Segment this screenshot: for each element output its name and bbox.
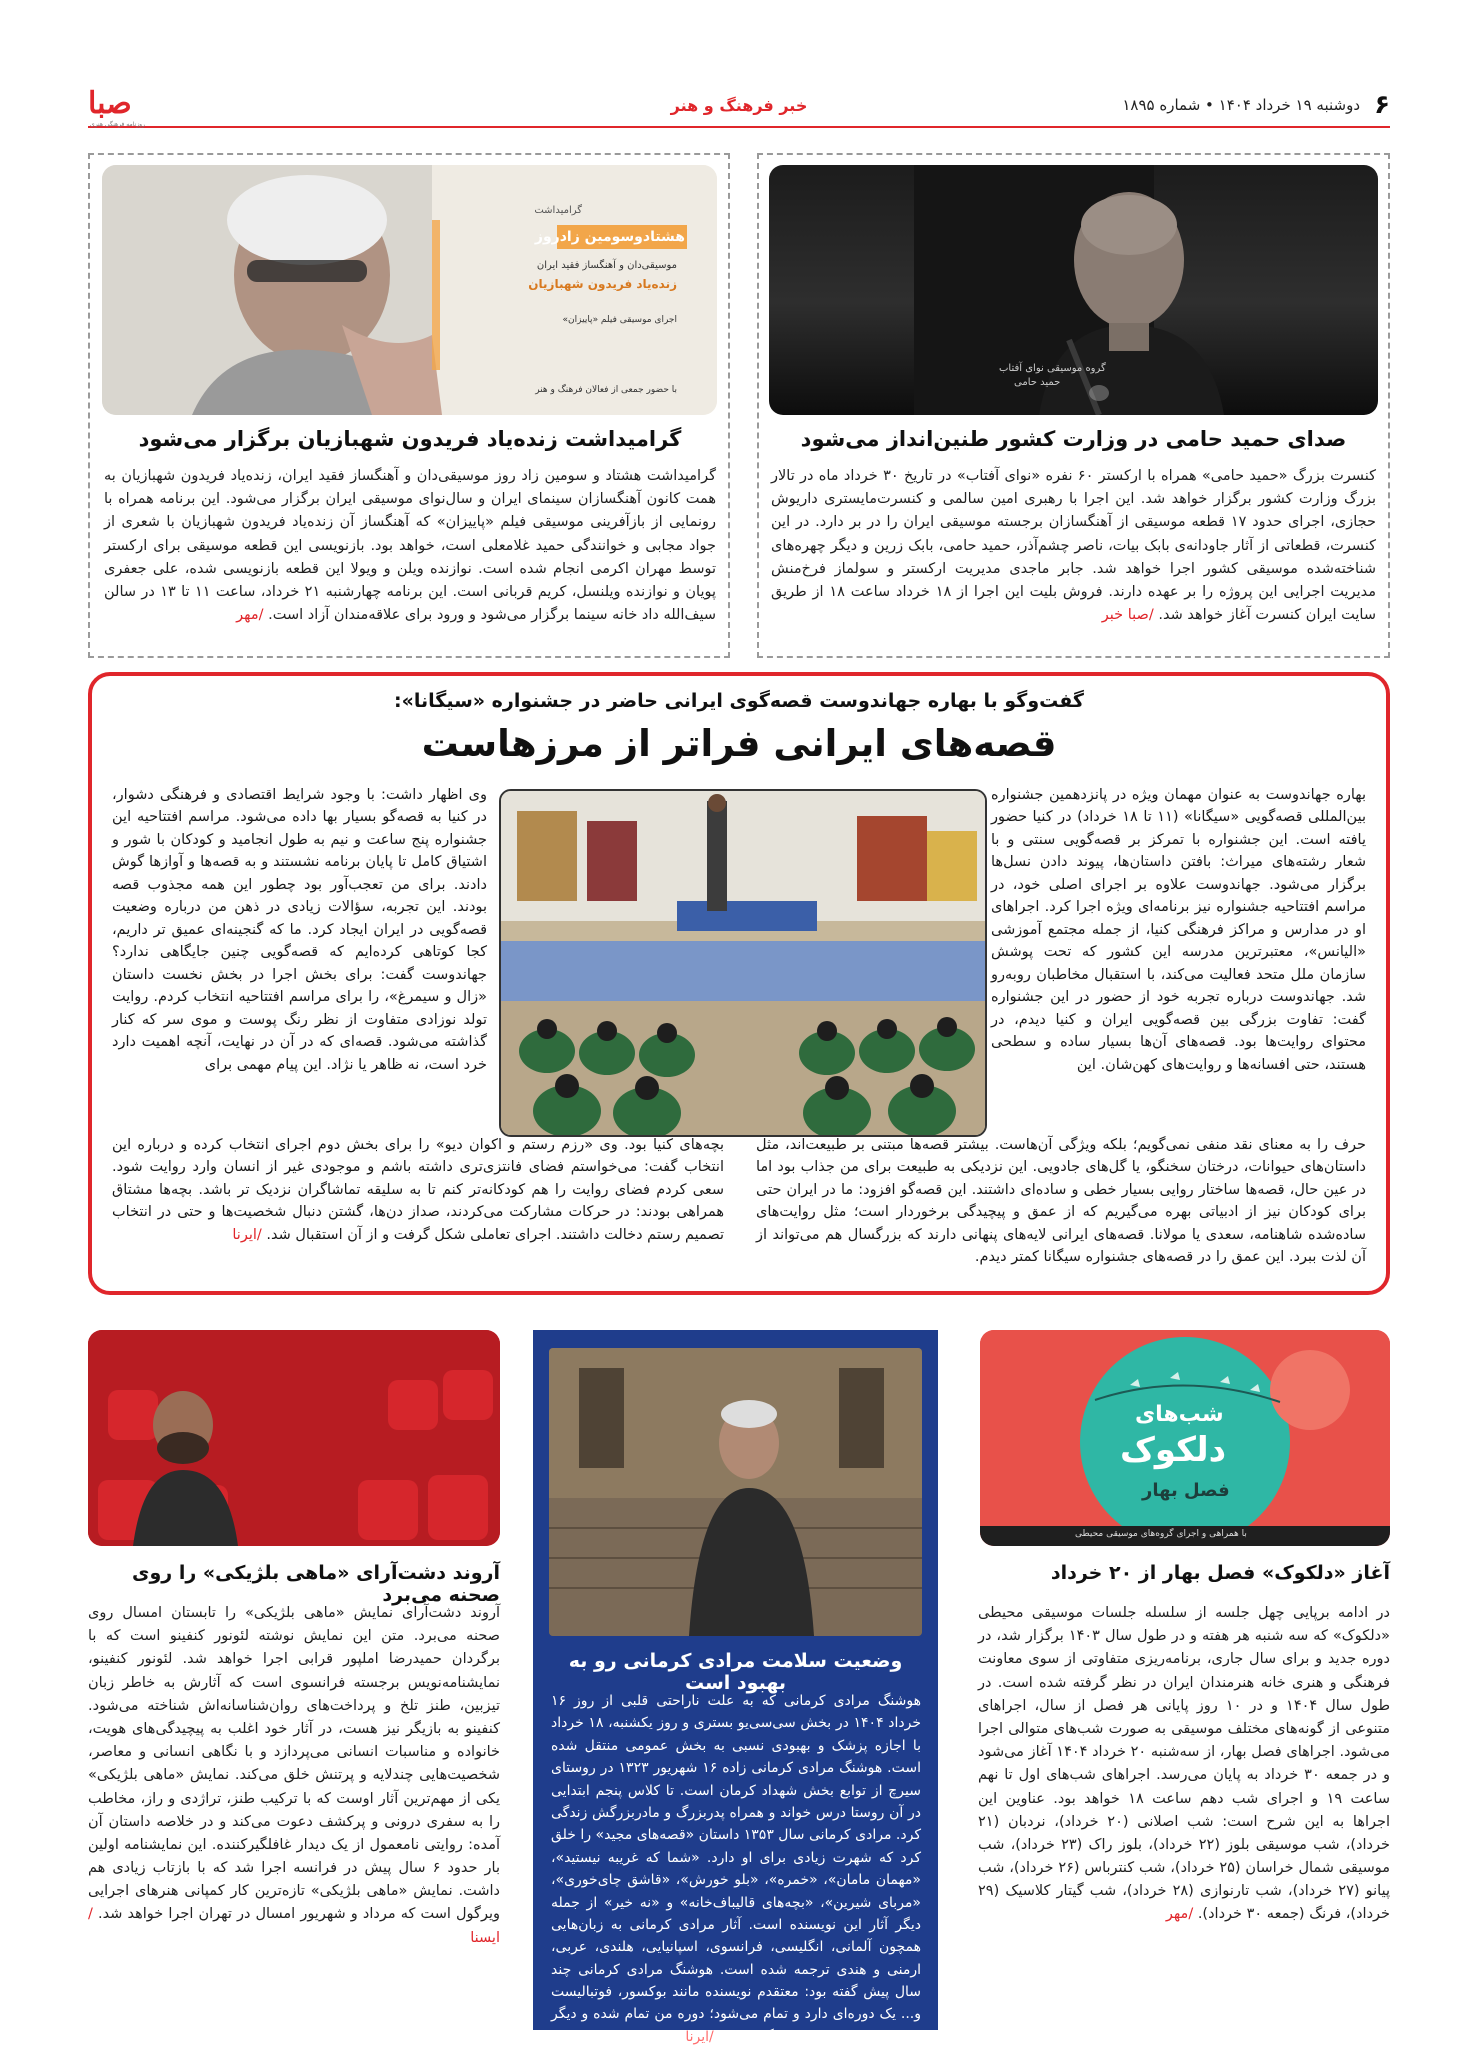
feature-interview-box [88,672,1390,1295]
feature-source[interactable]: /ایرنا [232,1226,262,1243]
singer-portrait-icon [769,165,1378,415]
memorial-poster-photo [102,165,717,415]
story-headline: آغاز «دلکوک» فصل بهار از ۲۰ خرداد [1050,1562,1390,1584]
author-portrait-icon [549,1348,922,1636]
section-title: خبر فرهنگ و هنر [670,96,808,115]
story-source[interactable]: /مهر [236,607,264,624]
dolok-poster-title-1: شب‌های [1135,1402,1224,1427]
story-body-text: هوشنگ مرادی کرمانی که به علت ناراحتی قلبی از روز ۱۶ خرداد ۱۴۰۴ در بخش سی‌سی‌یو بستری و روز یکشنبه، ۱۸ خرداد با اجازه پزشک و بهبودی نسبی به بخش عمومی منتقل شده است. هوشنگ مرادی کرمانی زاده ۱۶ شهریور ۱۳۲۳ در روستای سیرچ از توابع بخش شهداد کرمان است. تا کلاس پنجم ابتدایی در آن روستا درس خواند و همراه پدربزرگ و مادربزرگش زندگی کرد. مرادی کرمانی سال ۱۳۵۳ داستان «قصه‌های مجید» را خلق کرد که شهرت زیادی برای او دارد. «شما که غریبه نیستید»، «مهمان مامان»، «خمره»، «بلو خورش»، «قاشق چای‌خوری»، «مربای شیرین»، «بچه‌های قالیباف‌خانه» و «نه خیر» از جمله دیگر آثار این نویسنده است. آثار مرادی کرمانی به زبان‌هایی همچون آلمانی، انگلیسی، فرانسوی، اسپانیایی، هلندی، عربی، ارمنی و هندی ترجمه شده است. هوشنگ مرادی کرمانی چند سال پیش گفته بود: معتقدم نویسنده مانند بوکسور، فوتبالیست و... یک دوره‌ای دارد و تمام می‌شود؛ دوره من تمام شده و دیگر نمی‌خواهم بنویسم، البته اگر بتوانم. [551,1693,922,2045]
poster-caption-2: حمید حامی [1014,377,1061,388]
story-source[interactable]: /ایسنا [88,1906,500,1946]
story-source[interactable]: /صبا خبر [1101,607,1154,624]
story-source[interactable]: /ایرنا [685,2028,714,2045]
poster-name: زنده‌یاد فریدون شهبازیان [528,277,677,291]
storytelling-event-photo [499,789,987,1137]
story-source[interactable]: /مهر [1165,1906,1194,1923]
moradi-kermani-photo [549,1348,922,1636]
poster-line-1: گرامیداشت [534,205,582,216]
newspaper-logo[interactable] [88,86,168,126]
page-header [88,86,1390,128]
page-number: ۶ [1374,90,1390,120]
poster-line-3: با حضور جمعی از فعالان فرهنگ و هنر [535,385,677,395]
arvand-theater-photo [88,1330,500,1546]
theater-seats-icon [88,1330,500,1546]
story-headline: وضعیت سلامت مرادی کرمانی رو به بهبود است [568,1650,903,1694]
story-body-text: کنسرت بزرگ «حمید حامی» همراه با ارکستر ۶۰ نفره «نوای آفتاب» در تاریخ ۳۰ خرداد ماه در تالار بزرگ وزارت کشور برگزار خواهد شد. این اجرا با رهبری امین سالمی و کنسرت‌مایستری داریوش حجازی، اجرای حدود ۱۷ قطعه موسیقی از آهنگسازان برجسته موسیقی ایران را در بر دارد. در این کنسرت، قطعاتی از آثار جاودانه‌ی بابک بیات، ناصر چشم‌آذر، حمید حامی، بابک زرین و دیگر چهره‌های شناخته‌شده موسیقی کشور اجرا خواهد شد. جابر ماجدی مدیریت ارکستر و سولماز فرخ‌منش مدیریت اجرایی این پروژه را بر عهده دارند. فروش بلیت این اجرا از ۱۸ خرداد ساعت ۱۸ از طریق سایت ایران کنسرت آغاز خواهد شد. [771,468,1377,624]
story-body [978,1602,1390,1927]
story-body-text: گرامیداشت هشتاد و سومین زاد روز موسیقی‌دان و آهنگساز فقید ایران، زنده‌یاد فریدون شهبازیان به همت کانون آهنگسازان سینمای ایران و سال‌نوای موسیقی ایران برگزار می‌شود. این برنامه همراه با رونمایی از بازآفرینی موسیقی فیلم «پاییزان» که آهنگساز آن زنده‌یاد فریدون شهبازیان با شعری از جواد مجابی و خوانندگی حمید غلامعلی است، خواهد بود. بازنویسی این قطعه موسیقی برای ارکستر توسط مهران اکرمی انجام شده است. نوازنده ویلن و ویولا این قطعه بازنویسی شده، علی جعفری پویان و نوازنده ویلنسل، کریم قربانی است. این برنامه چهارشنبه ۲۱ خرداد، ساعت ۱۱ تا ۱۳ در سالن سیف‌الله داد خانه سینما برگزار می‌شود و ورود برای علاقه‌مندان آزاد است. [104,468,717,624]
dolok-poster-title-2: دلکوک [1120,1430,1227,1470]
feature-bottom-right: حرف را به معنای نقد منفی نمی‌گویم؛ بلکه ویژگی آن‌هاست. بیشتر قصه‌ها مبتنی بر طبیعت‌اند، مثل داستان‌های حیوانات، درختان سخنگو، یا گل‌های جادویی. این نزدیکی به طبیعت برای من جذاب بود اما در عین حال، قصه‌ها ساختار روایی بسیار خطی و ساده‌ای داشتند. این قصه‌گو افزود: ما در ایران حتی برای کودکان نیز از ادبیاتی بهره می‌گیریم که از عمق و پیچیدگی برخوردار است؛ مثل روایت‌های ساده‌شده شاهنامه، سعدی یا مولانا. قصه‌های ایرانی لایه‌های پنهانی دارند که بزرگسال هم می‌تواند از آن لذت ببرد. این عمق را در قصه‌های جشنواره سیگانا کمتر دیدم. [756,1137,1366,1266]
story-headline: آروند دشت‌آرای «ماهی بلژیکی» را روی صحنه می‌برد [132,1562,500,1606]
feature-headline: قصه‌های ایرانی فراتر از مرزهاست [421,722,1057,765]
story-arvand [88,1330,500,2030]
logo-wordmark: صبا [88,86,132,121]
story-body [771,465,1376,627]
story-headline: صدای حمید حامی در وزارت کشور طنین‌انداز می‌شود [800,427,1347,451]
feature-bottom-left [112,1134,724,1246]
story-shahbazian [88,153,730,658]
story-body-text: آروند دشت‌آرای نمایش «ماهی بلژیکی» را تابستان امسال روی صحنه می‌برد. متن این نمایش نوشته لئونور کنفینو است که با برگردان حمیدرضا املپور قرابی اجرا خواهد شد. لئونور کنفینو، نمایشنامه‌نویس برجسته فرانسوی است که آثارش به خاطر زبان تیزبین، طنز تلخ و پرداخت‌های روان‌شناسانه‌اش شناخته می‌شود. کنفینو به بازیگر نیز هست، در آثار خود اغلب به پیچیدگی‌های هویت، خانواده و مناسبات انسانی می‌پردازد و با نگاهی انسانی و معاصر، شخصیت‌هایی چندلایه و پرتنش خلق می‌کند. نمایش «ماهی بلژیکی» یکی از مهم‌ترین آثار اوست که با ترکیب طنز، تراژدی و راز، مخاطب را به سفری درونی و پرکشف دعوت می‌کند و در خلاصه داستان آن آمده: روایتی نامعمول از یک دیدار غافلگیرکننده. این نمایشنامه اولین بار حدود ۶ سال پیش در فرانسه اجرا شد که با بازتاب زیادی هم داشت. نمایش «ماهی بلژیکی» تازه‌ترین کار کمپانی هنرهای اجرایی ویرگول است که مرداد و شهریور امسال در تهران اجرا خواهد شد. [88,1605,500,1923]
poster-heading: هشتادوسومین زادروز [534,229,685,245]
feature-column-left: وی اظهار داشت: با وجود شرایط اقتصادی و فرهنگی دشوار، در کنیا به قصه‌گو بسیار بها داده می‌شود. مراسم افتتاحیه این جشنواره پنج ساعت و نیم به طول انجامید و کودکان با شور و اشتیاق کامل تا پایان برنامه نشستند و به قصه‌ها و آوازها گوش دادند. برای من تعجب‌آور بود چطور این همه مجذوب قصه بودند. این تجربه، سؤالات زیادی در ذهن من درباره وضعیت قصه‌گویی در ایران ایجاد کرد. ما که گنجینه‌ای عمیق تر داریم، کجا کوتاهی کرده‌ایم که قصه‌گویی چنین جایگاهی ندارد؟ جهاندوست گفت: برای بخش اجرا در بخش نخست داستان «زال و سیمرغ»، را برای مراسم افتتاحیه انتخاب کردم. روایت تولد نوزادی متفاوت از نظر رنگ پوست و موی سر که کنار گذاشته می‌شود. قصه‌ای که در آن در نهایت، آنچه اهمیت دارد خرد است، نه ظاهر یا نژاد. این پیام مهمی برای [112,787,487,1073]
feature-bottom-left-text: بچه‌های کنیا بود. وی «رزم رستم و اکوان دیو» را برای بخش دوم اجرای انتخاب کرده و درباره این انتخاب گفت: می‌خواستم فضای فانتزی‌تری داشته باشم و موجودی غیر از انسان وارد روایت شود. سعی کردم فضای روایت را هم کودکانه‌تر کنم تا به سلیقه تماشاگران نزدیک تر باشد. بچه‌ها مشتاق همراهی بودند: در حرکات مشارکت می‌کردند، صداز دن‌ها، گشتن دنبال شخصیت‌ها و حتی در انتخاب تصمیم رستم دخالت داشتند. اجرای تعاملی شکل گرفت و از آن استقبال شد. [112,1137,724,1243]
story-body [104,465,716,627]
feature-kicker: گفت‌وگو با بهاره جهاندوست قصه‌گوی ایرانی حاضر در جشنواره «سیگانا»: [394,690,1084,712]
logo-tagline: روزنامه فرهنگی هنری [90,121,145,128]
poster-caption-1: گروه موسیقی نوای آفتاب [999,363,1106,374]
story-dolok [978,1330,1390,2030]
dolok-poster [980,1330,1390,1546]
story-headline: گرامیداشت زنده‌یاد فریدون شهبازیان برگزار می‌شود [138,427,682,451]
poster-line-2: اجرای موسیقی فیلم «پاییزان» [562,315,677,325]
story-hamid-hami [757,153,1390,658]
story-body [88,1602,500,1950]
poster-subtitle: موسیقی‌دان و آهنگساز فقید ایران [536,260,677,271]
classroom-audience-icon [499,791,985,1137]
story-moradi-kermani [533,1330,938,2045]
dolok-poster-caption: با همراهی و اجرای گروه‌های موسیقی محیطی [1075,1529,1247,1539]
concert-poster-photo [769,165,1378,415]
story-body-text: در ادامه برپایی چهل جلسه از سلسله جلسات موسیقی محیطی «دلکوک» که سه شنبه هر هفته و در طول سال ۱۴۰۳ برگزار شد، در دوره جدید و برای سال جاری، برنامه‌ریزی متفاوتی از سوی معاونت فرهنگی و هنری خانه هنرمندان ایران در نظر گرفته شده است. در طول سال ۱۴۰۴ و در ۱۰ روز پایانی هر فصل از سال، اجراهای متنوعی از گونه‌های مختلف موسیقی به صورت شب‌های متوالی اجرا می‌شود. اجراهای فصل بهار، از سه‌شنبه ۲۰ خرداد ۱۴۰۴ آغاز می‌شود و در جمعه ۳۰ خرداد به پایان می‌رسد. اجراهای شب‌های اول تا نهم ساعت ۱۹ و اجرای شب دهم ساعت ۱۸ خواهد بود. عناوین این اجراها به این شرح است: شب اصلانی (۲۰ خرداد)، نردبان (۲۱ خرداد)، شب موسیقی بلوز (۲۲ خرداد)، بلوز راک (۲۳ خرداد)، شب موسیقی شمال خراسان (۲۵ خرداد)، شب کنترباس (۲۶ خرداد)، شب پیانو (۲۷ خرداد)، شب تارنوازی (۲۸ خرداد)، شب گیتار کلاسیک (۲۹ خرداد)، فرنگ (جمعه ۳۰ خرداد). [978,1605,1391,1923]
issue-dateline: دوشنبه ۱۹ خرداد ۱۴۰۴ • شماره ۱۸۹۵ [1122,96,1360,114]
dolok-poster-title-3: فصل بهار [1142,1480,1230,1501]
story-body [551,1690,921,2048]
feature-column-right: بهاره جهاندوست به عنوان مهمان ویژه در پانزدهمین جشنواره بین‌المللی قصه‌گویی «سیگانا» (۱۱ تا ۱۸ خرداد) در کنیا حضور یافته است. این جشنواره با تمرکز بر قصه‌گویی سنتی و با شعار رشته‌های میراث: بافتن داستان‌ها، پیوند دادن نسل‌ها برگزار می‌شود. جهاندوست علاوه بر اجرای اصلی خود، در مراسم افتتاحیه جشنواره نیز برنامه‌ای ویژه اجرا کرد. اجراهای او در مدارس و مراکز فرهنگی کنیا، از جمله مجتمع آموزشی «الیانس»، معتبرترین مدرسه این کشور که تحت پوشش سازمان ملل متحد فعالیت می‌کند، با استقبال مخاطبان روبه‌رو شد. جهاندوست درباره تجربه خود از حضور در این جشنواره گفت: تفاوت بزرگی بین قصه‌گویی ایران و کنیا دیدم، در محتوای روایت‌ها بود. قصه‌های آن‌ها بسیار ساده و سطحی هستند، حتی افسانه‌ها و روایت‌های کهن‌شان. این [991,787,1367,1073]
